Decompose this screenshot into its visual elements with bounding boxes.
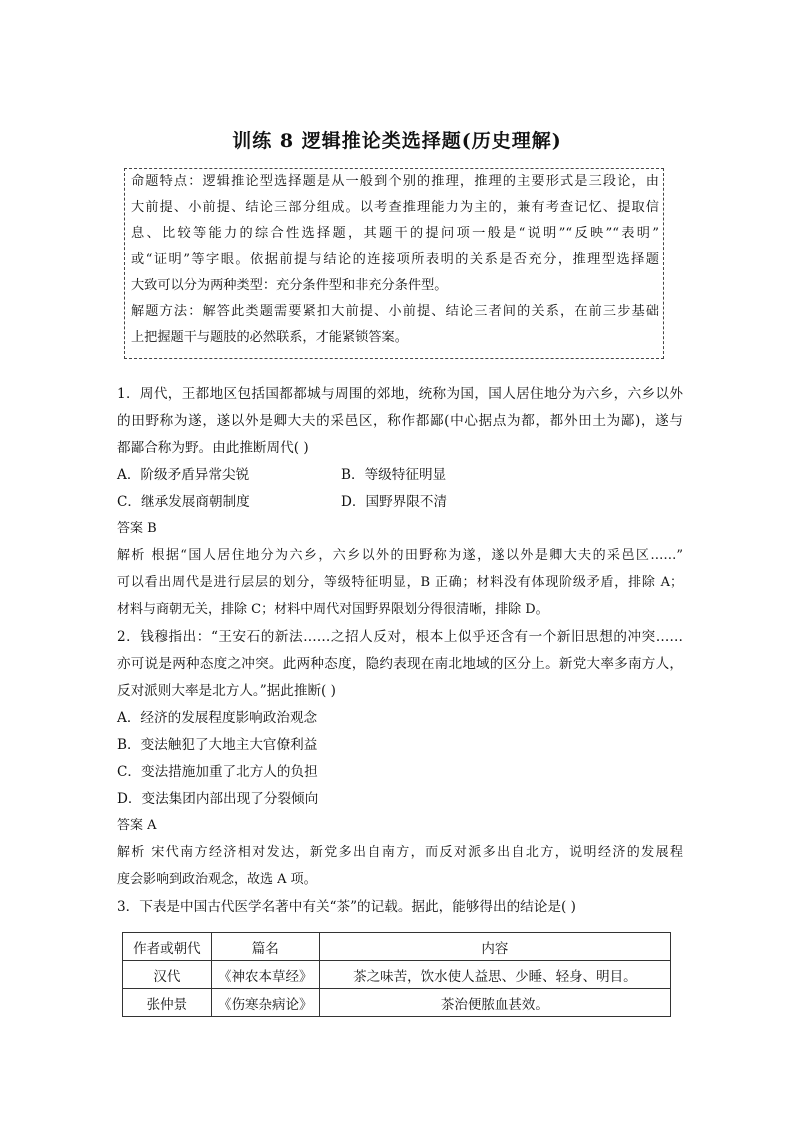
q1-option-b: B．等级特征明显 bbox=[341, 467, 447, 483]
table-cell: 张仲景 bbox=[123, 989, 212, 1017]
q2-option-c: C．变法措施加重了北方人的负担 bbox=[117, 764, 318, 780]
intro-line: 解题方法：解答此类题需要紧扣大前提、小前提、结论三者间的关系，在前三步基础 bbox=[131, 304, 659, 319]
intro-line: 或“证明”等字眼。依据前提与结论的连接项所表明的关系是否充分，推理型选择题 bbox=[131, 252, 659, 267]
table-row bbox=[123, 961, 671, 989]
intro-line: 命题特点：逻辑推论型选择题是从一般到个别的推理，推理的主要形式是三段论，由 bbox=[131, 174, 659, 189]
q1-explanation-line: 可以看出周代是进行层层的划分，等级特征明显，B 正确；材料没有体现阶级矛盾，排除 A； bbox=[117, 575, 683, 590]
table-cell: 茶治便脓血甚效。 bbox=[319, 989, 670, 1017]
q2-stem-line: 2．钱穆指出：“王安石的新法……之招人反对，根本上似乎还含有一个新旧思想的冲突…… bbox=[117, 629, 683, 645]
intro-line: 上把握题干与题肢的必然联系，才能紧锁答案。 bbox=[131, 330, 408, 345]
q2-answer: 答案 A bbox=[117, 818, 157, 833]
intro-line: 息、比较等能力的综合性选择题，其题干的提问项一般是“说明”“反映”“表明” bbox=[131, 226, 659, 241]
table-header-row bbox=[123, 933, 671, 961]
q2-stem-line: 反对派则大率是北方人。”据此推断( ) bbox=[117, 683, 336, 699]
intro-line: 大前提、小前提、结论三部分组成。以考查推理能力为主的，兼有考查记忆、提取信 bbox=[131, 200, 659, 215]
intro-line: 大致可以分为两种类型：充分条件型和非充分条件型。 bbox=[131, 278, 448, 293]
table-cell: 《伤寒杂病论》 bbox=[211, 989, 319, 1017]
intro-box bbox=[124, 168, 664, 359]
table-row bbox=[123, 989, 671, 1017]
q1-answer: 答案 B bbox=[117, 521, 157, 536]
q1-stem-line: 1．周代，王都地区包括国都都城与周围的郊地，统称为国，国人居住地分为六乡，六乡以外 bbox=[117, 386, 683, 402]
table-header-cell: 内容 bbox=[319, 933, 670, 961]
q1-explanation-line: 解析 根据“国人居住地分为六乡，六乡以外的田野称为遂，遂以外是卿大夫的采邑区……” bbox=[117, 548, 683, 563]
q2-option-a: A．经济的发展程度影响政治观念 bbox=[117, 710, 318, 726]
q1-option-d: D．国野界限不清 bbox=[341, 494, 448, 510]
q2-option-b: B．变法触犯了大地主大官僚利益 bbox=[117, 737, 318, 753]
table-header-cell: 作者或朝代 bbox=[123, 933, 212, 961]
q1-stem-line: 都鄙合称为野。由此推断周代( ) bbox=[117, 440, 309, 456]
page-title: 训练 8 逻辑推论类选择题(历史理解) bbox=[232, 130, 562, 152]
table-cell: 《神农本草经》 bbox=[211, 961, 319, 989]
q2-explanation-line: 度会影响到政治观念，故选 A 项。 bbox=[117, 872, 317, 887]
table-header-cell: 篇名 bbox=[211, 933, 319, 961]
tea-records-table bbox=[122, 932, 671, 1017]
q1-explanation-line: 材料与商朝无关，排除 C；材料中周代对国野界限划分得很清晰，排除 D。 bbox=[117, 602, 549, 617]
q2-option-d: D．变法集团内部出现了分裂倾向 bbox=[117, 791, 319, 807]
q3-stem-line: 3．下表是中国古代医学名著中有关“茶”的记载。据此，能够得出的结论是( ) bbox=[117, 899, 576, 915]
q1-stem-line: 的田野称为遂，遂以外是卿大夫的采邑区，称作都鄙(中心据点为都，都外田土为鄙)，遂与 bbox=[117, 413, 683, 429]
q2-stem-line: 亦可说是两种态度之冲突。此两种态度，隐约表现在南北地域的区分上。新党大率多南方人， bbox=[117, 656, 683, 672]
table-cell: 茶之味苦，饮水使人益思、少睡、轻身、明目。 bbox=[319, 961, 670, 989]
q1-option-c: C．继承发展商朝制度 bbox=[117, 494, 250, 510]
table-cell: 汉代 bbox=[123, 961, 212, 989]
q1-option-a: A．阶级矛盾异常尖锐 bbox=[117, 467, 250, 483]
q2-explanation-line: 解析 宋代南方经济相对发达，新党多出自南方，而反对派多出自北方，说明经济的发展程 bbox=[117, 845, 683, 860]
